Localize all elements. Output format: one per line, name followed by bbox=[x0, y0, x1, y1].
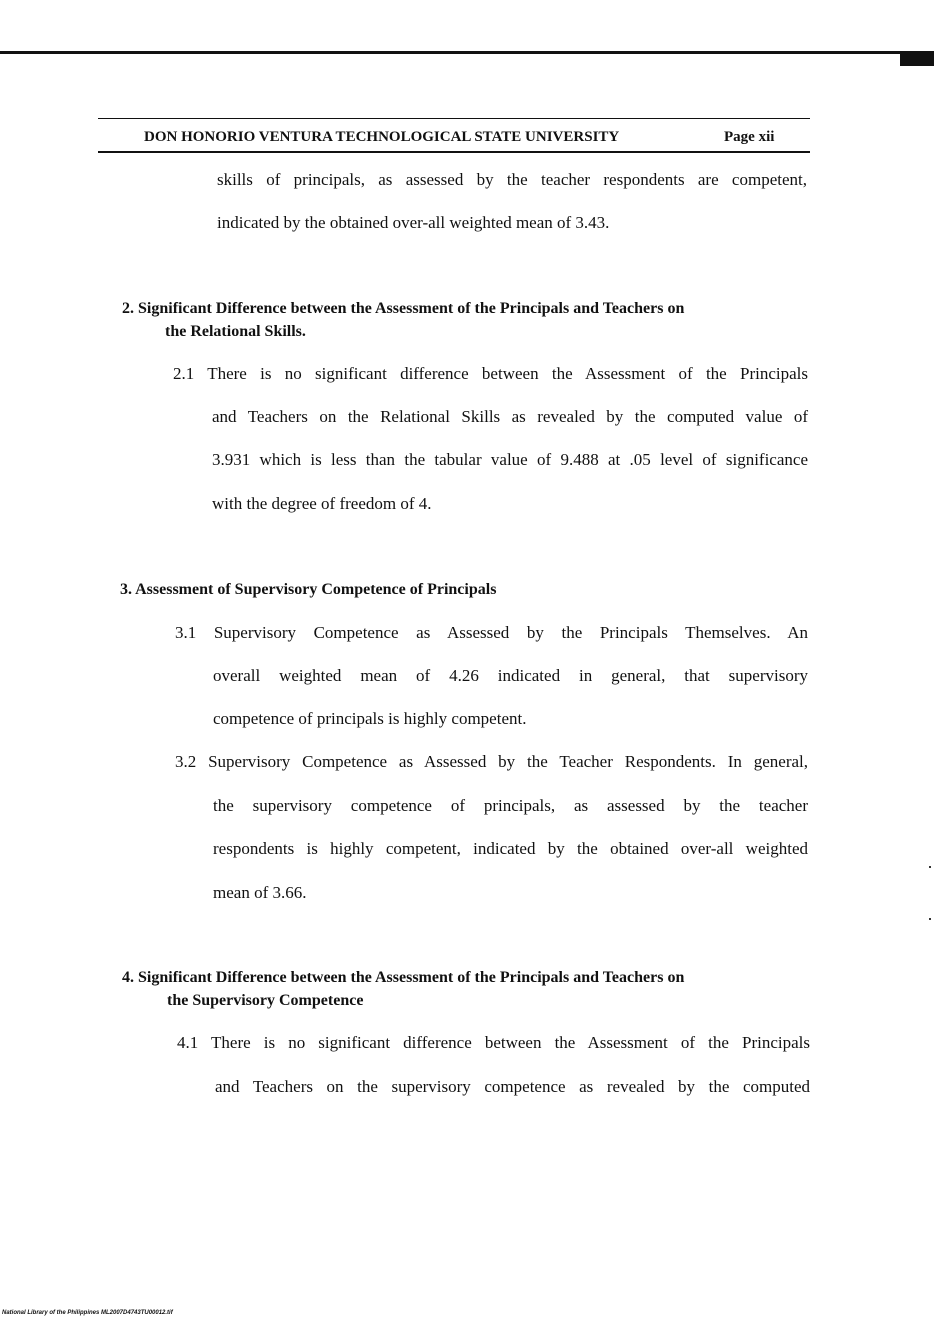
scan-footer-stamp: National Library of the Philippines ML2007D4743TU00012.tif bbox=[2, 1310, 173, 1316]
section-4-1-line-1: 4.1 There is no significant difference between the Assessment of the Principals bbox=[177, 1033, 810, 1052]
section-4-1-line-2: and Teachers on the supervisory competence as revealed by the computed bbox=[215, 1077, 810, 1096]
section-2-heading-line-2: the Relational Skills. bbox=[165, 323, 306, 340]
page-header bbox=[98, 118, 810, 153]
section-2-heading-line-1: 2. Significant Difference between the Assessment of the Principals and Teachers on bbox=[122, 300, 685, 317]
section-3-1-line-3: competence of principals is highly competent. bbox=[213, 709, 527, 728]
section-3-1-line-2: overall weighted mean of 4.26 indicated in general, that supervisory bbox=[213, 666, 808, 685]
section-4-heading-line-2: the Supervisory Competence bbox=[167, 992, 364, 1009]
section-3-2-line-4: mean of 3.66. bbox=[213, 883, 307, 902]
scan-speck bbox=[929, 918, 931, 920]
section-3-heading: 3. Assessment of Supervisory Competence of Principals bbox=[120, 581, 497, 598]
header-page-number: Page xii bbox=[724, 129, 775, 145]
intro-line-1: skills of principals, as assessed by the teacher respondents are competent, bbox=[217, 170, 807, 189]
scan-corner-mark bbox=[900, 54, 934, 66]
section-3-1-line-1: 3.1 Supervisory Competence as Assessed by the Principals Themselves. An bbox=[175, 623, 808, 642]
scan-speck bbox=[929, 866, 931, 868]
intro-line-2: indicated by the obtained over-all weighted mean of 3.43. bbox=[217, 213, 610, 232]
header-institution: DON HONORIO VENTURA TECHNOLOGICAL STATE UNIVERSITY bbox=[144, 129, 620, 145]
section-4-heading-line-1: 4. Significant Difference between the Assessment of the Principals and Teachers on bbox=[122, 969, 685, 986]
section-3-2-line-3: respondents is highly competent, indicated by the obtained over-all weighted bbox=[213, 839, 808, 858]
section-3-2-line-2: the supervisory competence of principals, as assessed by the teacher bbox=[213, 796, 808, 815]
scan-border-line bbox=[0, 51, 934, 54]
section-2-1-line-2: and Teachers on the Relational Skills as revealed by the computed value of bbox=[212, 407, 808, 426]
section-2-1-line-4: with the degree of freedom of 4. bbox=[212, 494, 432, 513]
section-2-1-line-1: 2.1 There is no significant difference between the Assessment of the Principals bbox=[173, 364, 808, 383]
section-3-2-line-1: 3.2 Supervisory Competence as Assessed by the Teacher Respondents. In general, bbox=[175, 752, 808, 771]
section-2-1-line-3: 3.931 which is less than the tabular value of 9.488 at .05 level of significance bbox=[212, 450, 808, 469]
